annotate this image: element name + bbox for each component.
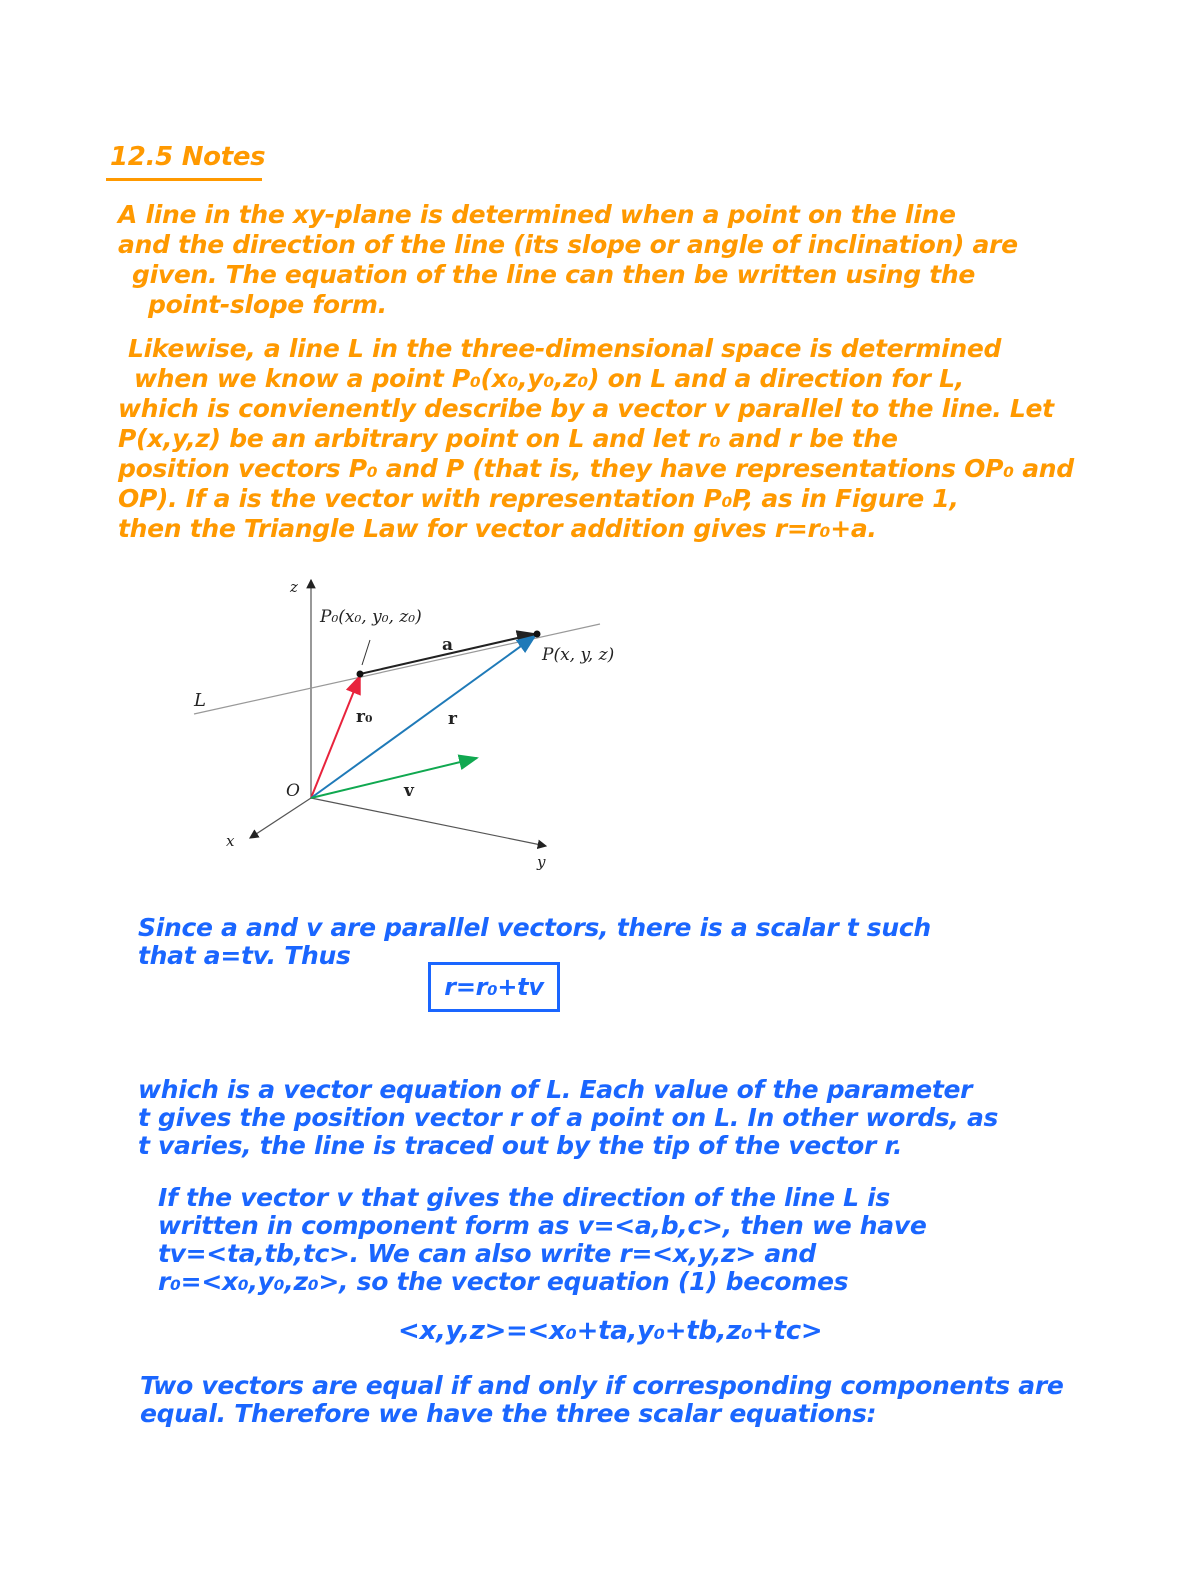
text-line: Likewise, a line L in the three-dimensional space is determined (128, 334, 1002, 363)
component-equation: <x,y,z>=<x₀+ta,y₀+tb,z₀+tc> (398, 1316, 823, 1346)
point-p-dot (534, 631, 541, 638)
vector-v (311, 758, 477, 798)
y-axis-label: y (537, 853, 546, 871)
y-axis (311, 798, 546, 846)
p0-pointer (362, 640, 370, 665)
intro-paragraph (118, 200, 1018, 320)
vector-line-figure (180, 570, 640, 880)
scalar-equations-paragraph (140, 1372, 1064, 1428)
text-line: position vectors P₀ and P (that is, they have representations OP₀ and (118, 454, 1074, 483)
text-line: equal. Therefore we have the three scalar equations: (140, 1399, 877, 1428)
vector-r0-label: r₀ (356, 707, 373, 727)
point-p0-label: P₀(x₀, y₀, z₀) (320, 607, 422, 627)
origin-label: O (286, 781, 300, 801)
x-axis (250, 798, 311, 838)
text-line: that a=tv. Thus (138, 941, 351, 970)
text-line: point-slope form. (148, 290, 387, 319)
vector-a-label: a (442, 635, 454, 655)
text-line: If the vector v that gives the direction of the line L is (158, 1183, 891, 1212)
text-line: t varies, the line is traced out by the tip of the vector r. (138, 1131, 903, 1160)
title-underline (106, 178, 262, 181)
vector-v-label: v (404, 781, 414, 801)
text-line: tv=<ta,tb,tc>. We can also write r=<x,y,z> and (158, 1239, 817, 1268)
text-line: A line in the xy-plane is determined when a point on the line (118, 200, 956, 229)
text-line: written in component form as v=<a,b,c>, then we have (158, 1211, 927, 1240)
line-l-label: L (194, 690, 206, 711)
line-in-space-paragraph (118, 334, 1074, 544)
point-p-label: P(x, y, z) (542, 645, 615, 665)
text-line: Since a and v are parallel vectors, there is a scalar t such (138, 913, 931, 942)
z-axis-label: z (290, 578, 298, 596)
text-line: OP). If a is the vector with representation P₀P, as in Figure 1, (118, 484, 959, 513)
text-line: which is convienently describe by a vector v parallel to the line. Let (118, 394, 1054, 423)
line-l (194, 624, 600, 714)
vector-r-label: r (448, 709, 457, 729)
x-axis-label: x (226, 832, 235, 850)
text-line: then the Triangle Law for vector addition gives r=r₀+a. (118, 514, 877, 543)
component-form-paragraph (158, 1184, 927, 1296)
text-line: and the direction of the line (its slope or angle of inclination) are (118, 230, 1018, 259)
text-line: when we know a point P₀(x₀,y₀,z₀) on L and a direction for L, (134, 364, 964, 393)
parameter-paragraph (138, 1076, 998, 1160)
point-p0-dot (357, 671, 364, 678)
text-line: t gives the position vector r of a point on L. In other words, as (138, 1103, 999, 1132)
text-line: r₀=<x₀,y₀,z₀>, so the vector equation (1) becomes (158, 1267, 849, 1296)
boxed-vector-equation: r=r₀+tv (428, 962, 560, 1012)
notes-title: 12.5 Notes (110, 142, 266, 172)
text-line: Two vectors are equal if and only if corresponding components are (140, 1371, 1064, 1400)
text-line: which is a vector equation of L. Each value of the parameter (138, 1075, 973, 1104)
text-line: given. The equation of the line can then be written using the (132, 260, 976, 289)
text-line: P(x,y,z) be an arbitrary point on L and let r₀ and r be the (118, 424, 898, 453)
